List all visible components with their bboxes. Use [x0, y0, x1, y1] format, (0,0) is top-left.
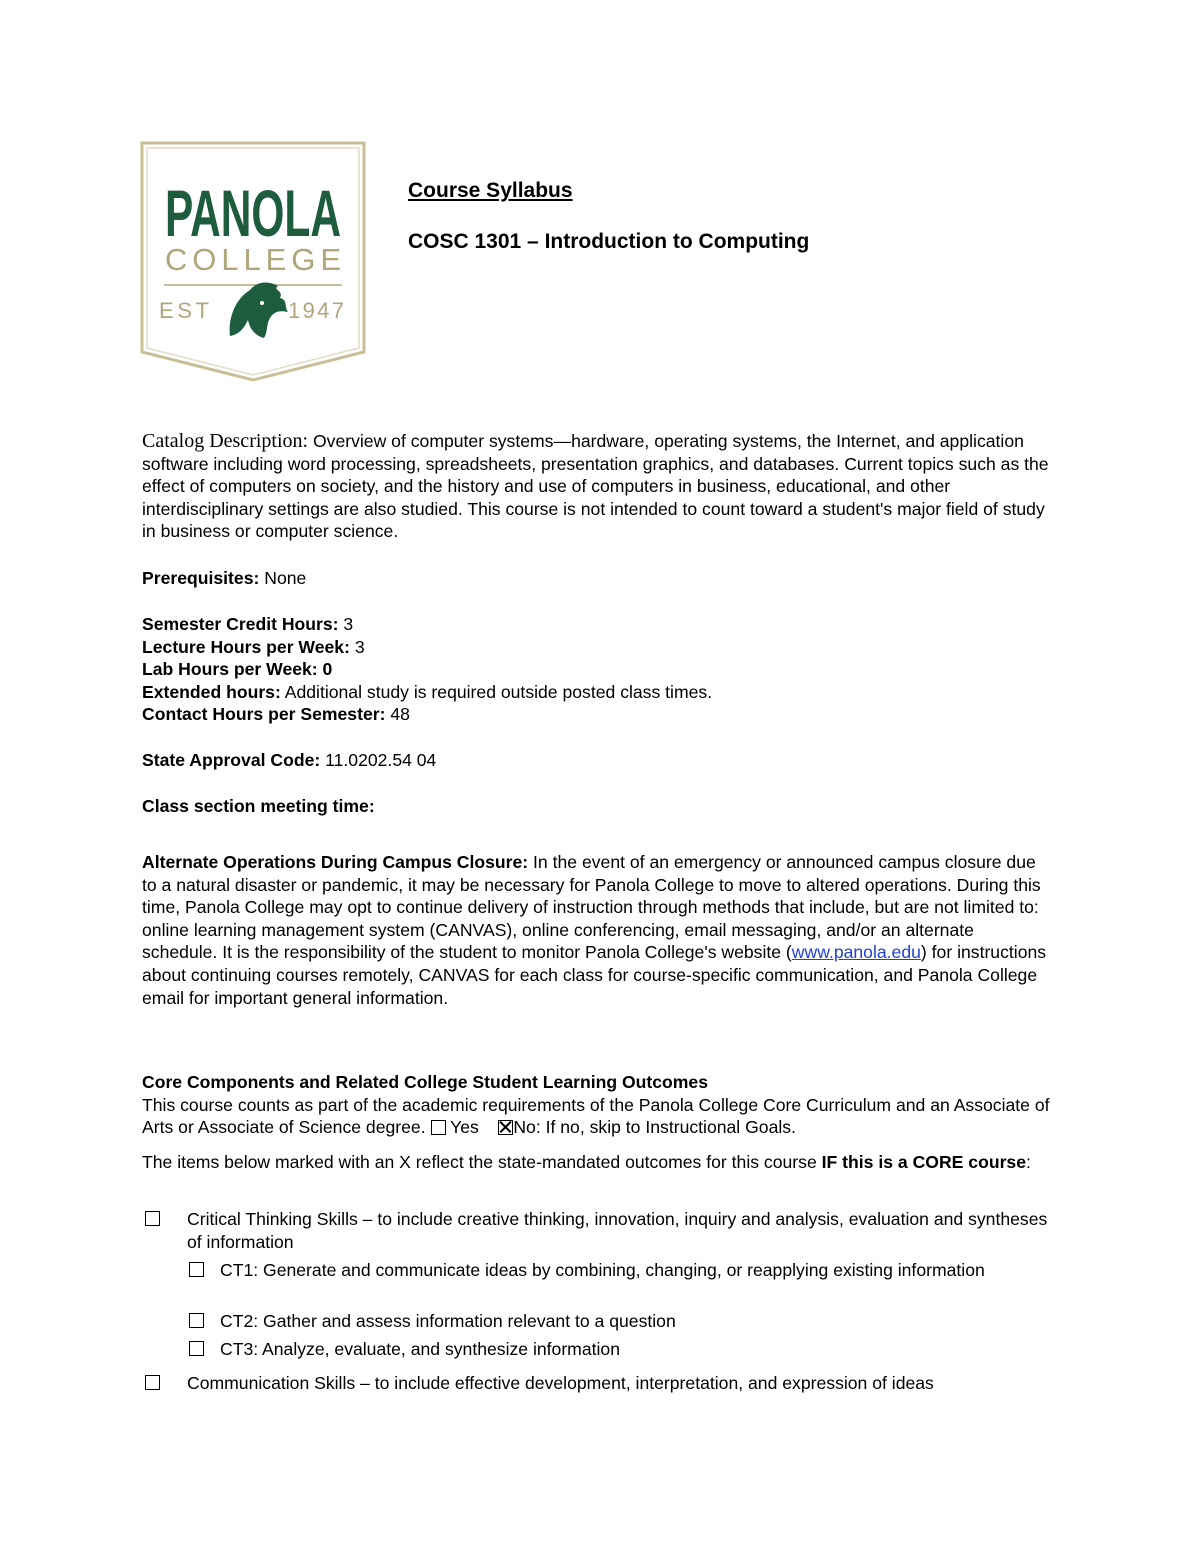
- items-intro-colon: :: [1025, 1152, 1031, 1172]
- ct1-text: CT1: Generate and communicate ideas by combining, changing, or reapplying existing information: [220, 1260, 985, 1280]
- panola-website-link[interactable]: www.panola.edu: [791, 942, 921, 963]
- items-intro-text: The items below marked with an X reflect the state-mandated outcomes for this course: [142, 1152, 822, 1172]
- lab-hours-label: Lab Hours per Week: 0: [142, 659, 333, 680]
- prereq-value: None: [259, 568, 307, 588]
- state-approval-label: State Approval Code:: [142, 750, 321, 770]
- critical-thinking-text: Critical Thinking Skills – to include creative thinking, innovation, inquiry and analysis, evaluation and syntheses of information: [187, 1209, 1048, 1252]
- ct3-text: CT3: Analyze, evaluate, and synthesize information: [220, 1339, 620, 1359]
- state-approval-value: 11.0202.54 04: [320, 750, 437, 770]
- class-section-label: Class section meeting time:: [142, 796, 375, 816]
- contact-hours-label: Contact Hours per Semester:: [142, 704, 386, 725]
- lecture-hours-label: Lecture Hours per Week:: [142, 636, 350, 657]
- logo-est-text: EST: [159, 298, 209, 323]
- panola-college-logo: [138, 140, 368, 383]
- catalog-text: Overview of computer systems—hardware, operating systems, the Internet, and application software including word processing, spreadsheets, presentation graphics, and databases. Current topics such as the effect of computers on society, and the history and use of computers in business, educational, and other interdisciplinary settings are also studied. This course is not intended to count toward a student's major field of study in business or computer science.: [142, 431, 1049, 542]
- core-heading: Core Components and Related College Student Learning Outcomes: [142, 1072, 708, 1092]
- catalog-description: [142, 430, 1062, 543]
- critical-thinking-checkbox[interactable]: [145, 1211, 160, 1226]
- ct2-checkbox[interactable]: [189, 1313, 204, 1328]
- core-intro: This course counts as part of the academic requirements of the Panola College Core Curriculum and an Associate of Arts or Associate of Science degree.: [142, 1094, 1050, 1138]
- credit-hours-label: Semester Credit Hours:: [142, 614, 339, 634]
- hours-block: [142, 613, 1062, 726]
- prerequisites: [142, 567, 1062, 590]
- no-label: No: If no, skip to Instructional Goals.: [513, 1117, 796, 1138]
- logo-year-text: 1947: [288, 298, 344, 323]
- communication-checkbox[interactable]: [145, 1375, 160, 1390]
- logo-sub-text: COLLEGE: [165, 242, 341, 277]
- alternate-ops-text-1: In the event of an emergency or announced campus closure due to a natural disaster or pandemic, it may be necessary for Panola College to move to altered operations. During this time, Panola College may opt to continue delivery of instruction through methods that include, but are not limited to: online learning management system (CANVAS), online conferencing, email messaging, and/or an alternate schedule. It is the responsibility of the student to monitor Panola College's website (: [142, 852, 1041, 963]
- alternate-ops-text-2: ) for instructions about continuing courses remotely, CANVAS for each class for course-specific communication, and Panola College email for important general information.: [142, 942, 1047, 1008]
- class-section: [142, 795, 1062, 818]
- extended-hours-label: Extended hours:: [142, 681, 281, 702]
- extended-hours-value: Additional study is required outside posted class times.: [280, 681, 713, 702]
- catalog-label: Catalog Description:: [142, 430, 309, 452]
- ct3-checkbox[interactable]: [189, 1341, 204, 1356]
- state-approval: [142, 749, 1062, 772]
- alternate-ops-label: Alternate Operations During Campus Closure:: [142, 852, 529, 872]
- yes-checkbox[interactable]: [431, 1120, 446, 1135]
- core-components: [142, 1071, 1062, 1139]
- communication-text: Communication Skills – to include effective development, interpretation, and expression of ideas: [187, 1373, 934, 1393]
- alternate-operations: [142, 851, 1054, 1009]
- course-title: COSC 1301 – Introduction to Computing: [408, 230, 810, 253]
- syllabus-title: Course Syllabus: [408, 179, 573, 202]
- ct2-text: CT2: Gather and assess information relevant to a question: [220, 1311, 676, 1331]
- no-checkbox[interactable]: [498, 1120, 513, 1135]
- contact-hours-value: 48: [385, 704, 410, 725]
- core-items-intro: [142, 1151, 1062, 1174]
- credit-hours-value: 3: [338, 614, 354, 634]
- items-intro-bold: IF this is a CORE course: [821, 1152, 1026, 1172]
- yes-label: Yes: [450, 1117, 479, 1138]
- prereq-label: Prerequisites:: [142, 568, 260, 588]
- lecture-hours-value: 3: [349, 636, 365, 657]
- logo-name-text: PANOLA: [165, 176, 341, 251]
